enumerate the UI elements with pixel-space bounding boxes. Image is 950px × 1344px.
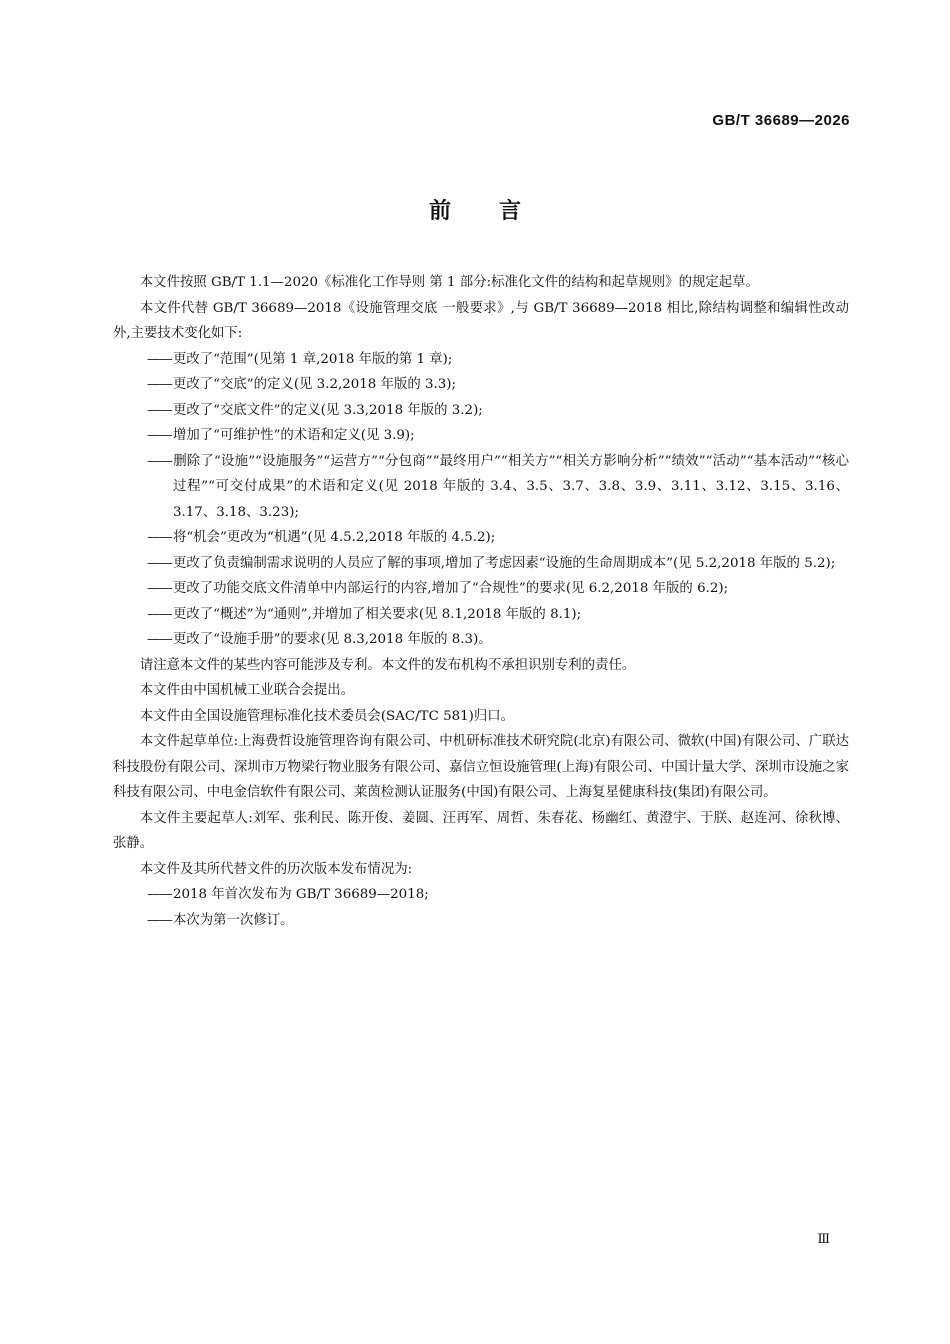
list-item: ——更改了负责编制需求说明的人员应了解的事项,增加了考虑因素“设施的生命周期成本”(见 5.2,2018 年版的 5.2); bbox=[113, 551, 849, 577]
proposer-paragraph: 本文件由中国机械工业联合会提出。 bbox=[139, 683, 355, 698]
list-item: ——增加了“可维护性”的术语和定义(见 3.9); bbox=[113, 423, 849, 449]
dash-marker: —— bbox=[147, 351, 172, 367]
dash-marker: —— bbox=[147, 632, 172, 647]
page-number: Ⅲ bbox=[817, 1232, 830, 1247]
dash-marker: —— bbox=[147, 402, 172, 418]
list-item: ——更改了“范围”(见第 1 章,2018 年版的第 1 章); bbox=[113, 347, 849, 373]
list-item: ——本次为第一次修订。 bbox=[113, 908, 849, 934]
dash-marker: —— bbox=[147, 377, 172, 392]
dash-marker: —— bbox=[147, 530, 172, 545]
intro-paragraph-1: 本文件按照 GB/T 1.1—2020《标准化工作导则 第 1 部分:标准化文件的结构和起草规则》的规定起草。 bbox=[139, 275, 759, 290]
list-item: ——2018 年首次发布为 GB/T 36689—2018; bbox=[113, 882, 849, 908]
drafting-units-paragraph: 本文件起草单位:上海费哲设施管理咨询有限公司、中机研标准技术研究院(北京)有限公司、微软(中国)有限公司、广联达科技股份有限公司、深圳市万物梁行物业服务有限公司、嘉信立恒设施管理(上海)有限公司、中国计量大学、深圳市设施之家科技有限公司、中电金信软件有限公司、莱茵检测认证服务(中国)有限公司、上海复星健康科技(集团)有限公司。 bbox=[113, 734, 849, 800]
dash-marker: —— bbox=[147, 555, 172, 571]
dash-marker: —— bbox=[147, 453, 172, 469]
dash-marker: —— bbox=[147, 428, 172, 443]
drafters-paragraph: 本文件主要起草人:刘军、张利民、陈开俊、姜圆、汪再军、周哲、朱春花、杨幽红、黄澄宇、于朕、赵连河、徐秋博、张静。 bbox=[113, 810, 849, 851]
dash-marker: —— bbox=[147, 887, 172, 902]
list-item: ——更改了“交底”的定义(见 3.2,2018 年版的 3.3); bbox=[113, 372, 849, 398]
dash-marker: —— bbox=[147, 912, 172, 928]
history-heading: 本文件及其所代替文件的历次版本发布情况为: bbox=[139, 861, 413, 877]
document-body bbox=[113, 270, 849, 933]
list-item: ——更改了“交底文件”的定义(见 3.3,2018 年版的 3.2); bbox=[113, 398, 849, 424]
list-item: ——更改了功能交底文件清单中内部运行的内容,增加了“合规性”的要求(见 6.2,2018 年版的 6.2); bbox=[113, 576, 849, 602]
intro-paragraph-2: 本文件代替 GB/T 36689—2018《设施管理交底 一般要求》,与 GB/T 36689—2018 相比,除结构调整和编辑性改动外,主要技术变化如下: bbox=[113, 300, 849, 341]
page-title: 前言 bbox=[428, 199, 569, 224]
changes-list bbox=[113, 347, 849, 653]
list-item: ——更改了“概述”为“通则”,并增加了相关要求(见 8.1,2018 年版的 8.1); bbox=[113, 602, 849, 628]
committee-paragraph: 本文件由全国设施管理标准化技术委员会(SAC/TC 581)归口。 bbox=[139, 708, 515, 724]
patent-notice: 请注意本文件的某些内容可能涉及专利。本文件的发布机构不承担识别专利的责任。 bbox=[139, 657, 636, 673]
history-list bbox=[113, 882, 849, 933]
list-item: ——删除了“设施”“设施服务”“运营方”“分包商”“最终用户”“相关方”“相关方影响分析”“绩效”“活动”“基本活动”“核心过程”“可交付成果”的术语和定义(见 2018 年版的 3.4、3.5、3.7、3.8、3.9、3.11、3.12、3.15、3.16、3.17、3.18、3.23); bbox=[113, 449, 849, 526]
dash-marker: —— bbox=[147, 581, 172, 596]
list-item: ——将“机会”更改为“机遇”(见 4.5.2,2018 年版的 4.5.2); bbox=[113, 525, 849, 551]
dash-marker: —— bbox=[147, 606, 172, 622]
list-item: ——更改了“设施手册”的要求(见 8.3,2018 年版的 8.3)。 bbox=[113, 627, 849, 653]
standard-number: GB/T 36689—2026 bbox=[712, 112, 850, 129]
